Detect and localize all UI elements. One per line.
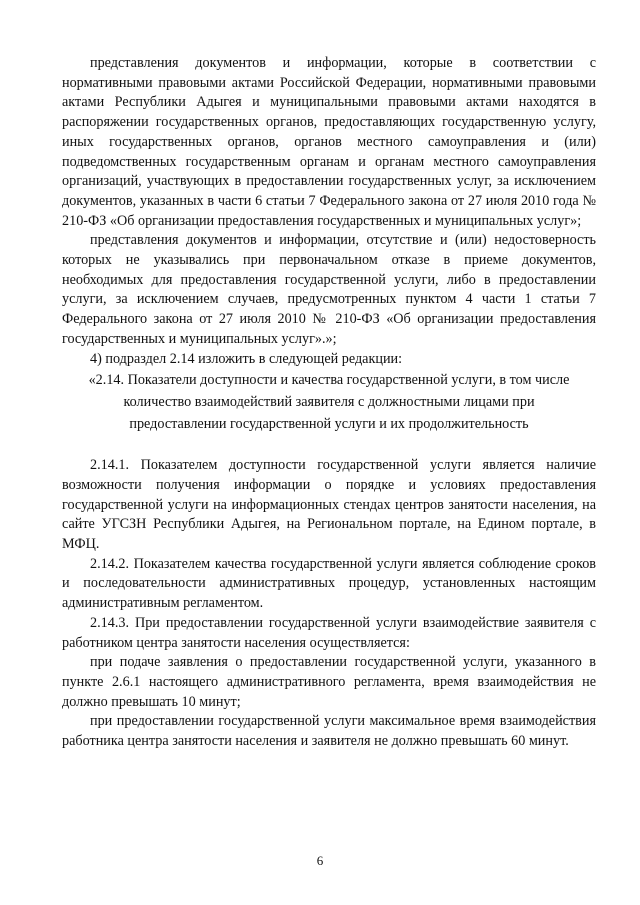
paragraph-2-14-2: 2.14.2. Показателем качества государственной услуги является соблюдение сроков и последовательности административных процедур, установленных настоящим административным регламентом. (62, 555, 596, 612)
paragraph-subsection-amendment: 4) подраздел 2.14 изложить в следующей редакции: (90, 350, 403, 367)
page-number: 6 (316, 853, 324, 868)
paragraph-2-14-3: 2.14.3. При предоставлении государственной услуги взаимодействие заявителя с работником центра занятости населения осуществляется: (62, 614, 596, 651)
page-body (62, 54, 596, 752)
spacer (62, 435, 596, 456)
paragraph-2-14-1: 2.14.1. Показателем доступности государственной услуги является наличие возможности получения информации о порядке и условиях предоставления государственной услуги на информационных стендах центров занятости населения, на сайте УГСЗН Республики Адыгея, на Региональном портале, на Едином портале, в МФЦ. (62, 457, 596, 553)
section-heading-2-14: «2.14. Показатели доступности и качества государственной услуги, в том числе количество взаимодействий заявителя с должностными лицами при предоставлении государственной услуги и их продолжительность (88, 372, 570, 433)
paragraph-unreliable-documents: представления документов и информации, отсутствие и (или) недостоверность которых не указывались при первоначальном отказе в приеме документов, необходимых для предоставления государственной услуги, либо в предоставлении услуги, за исключением случаев, предусмотренных пунктом 4 части 1 статьи 7 Федерального закона от 27 июля 2010 № 210-ФЗ «Об организации предоставления государственных и муниципальных услуг».»; (62, 232, 596, 347)
paragraph-max-interaction-time: при предоставлении государственной услуги максимальное время взаимодействия работника центра занятости населения и заявителя не должно превышать 60 минут. (62, 713, 596, 750)
paragraph-application-time: при подаче заявления о предоставлении государственной услуги, указанного в пункте 2.6.1 настоящего административного регламента, время взаимодействия не должно превышать 10 минут; (62, 654, 596, 710)
paragraph-documents-in-possession: представления документов и информации, которые в соответствии с нормативными правовыми актами Российской Федерации, нормативными правовыми актами Республики Адыгея и муниципальными правовыми актами находятся в распоряжении государственных органов, предоставляющих государственную услугу, иных государственных органов, органов местного самоуправления и (или) подведомственных государственным органам и органам местного самоуправления организаций, участвующих в предоставлении государственных услуг, за исключением документов, указанных в части 6 статьи 7 Федерального закона от 27 июля 2010 года № 210-ФЗ «Об организации предоставления государственных и муниципальных услуг»; (62, 55, 596, 229)
